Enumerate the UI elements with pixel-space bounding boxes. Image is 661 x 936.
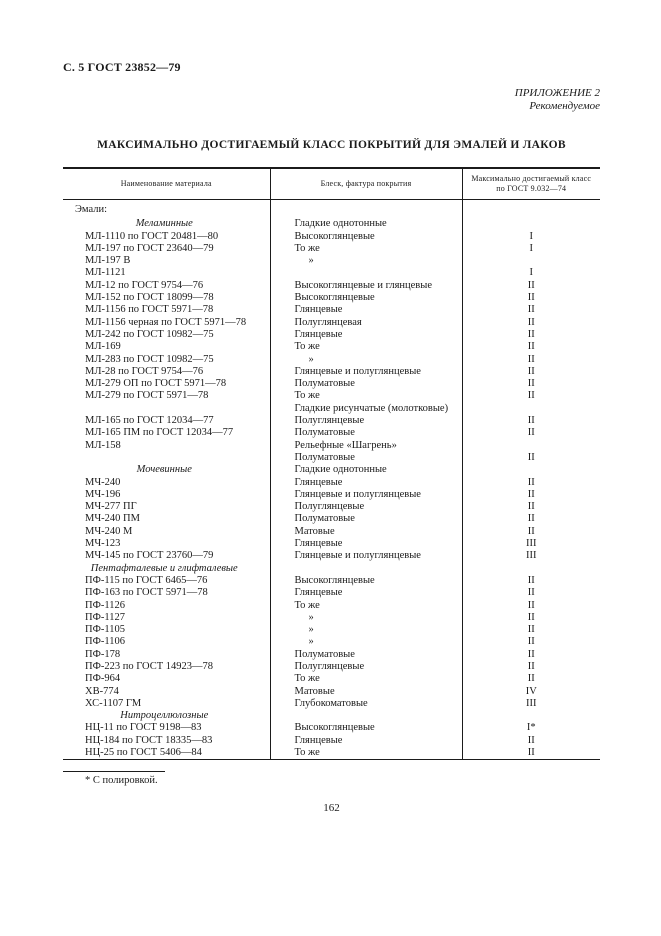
material-cell: ПФ-115 по ГОСТ 6465—76 [63,575,270,587]
class-cell: II [527,587,535,599]
finish-cell: Полуматовые [270,649,462,661]
class-cell: II [527,611,535,623]
finish-cell [270,200,462,219]
table-row [63,231,600,243]
material-cell: МЧ-123 [63,538,270,550]
class-cell: II [527,599,535,611]
table-row [63,649,600,661]
finish-cell: Глянцевые и полуглянцевые [270,489,462,501]
class-cell [462,563,600,575]
material-cell: МЛ-158 [63,440,270,452]
finish-cell: Полуглянцевые [270,661,462,673]
table-row [63,218,600,230]
material-cell: ПФ-223 по ГОСТ 14923—78 [63,661,270,673]
class-cell: II [527,574,535,586]
material-cell: МЧ-145 по ГОСТ 23760—79 [63,550,270,562]
column-header-gloss: Блеск, фактура покрытия [270,168,462,200]
table-row [63,378,600,390]
class-cell: III [526,550,537,562]
finish-cell: » [270,636,462,648]
class-cell [462,464,600,476]
material-cell: НЦ-11 по ГОСТ 9198—83 [63,722,270,734]
class-cell: II [527,734,535,746]
finish-cell: Матовые [270,686,462,698]
material-cell: МЛ-1156 черная по ГОСТ 5971—78 [63,317,270,329]
finish-cell [270,267,462,279]
table-row [63,267,600,279]
finish-cell: Полуматовые [270,452,462,464]
material-cell: ПФ-964 [63,673,270,685]
material-cell: Эмали: [63,200,270,219]
class-cell: II [527,660,535,672]
material-cell: МЛ-165 ПМ по ГОСТ 12034—77 [63,427,270,439]
table-row [63,280,600,292]
table-row [63,587,600,599]
class-cell [462,218,600,230]
material-cell: ПФ-1126 [63,600,270,612]
finish-cell: Матовые [270,526,462,538]
finish-cell: Полуглянцевая [270,317,462,329]
class-cell [462,200,600,219]
table-row [63,304,600,316]
material-cell: Пентафталевые и глифталевые [63,563,270,575]
finish-cell [270,563,462,575]
class-cell: II [527,673,535,685]
class-cell: II [527,488,535,500]
class-cell: II [527,279,535,291]
doc-ref: С. 5 ГОСТ 23852—79 [63,60,181,74]
material-cell: МЛ-1121 [63,267,270,279]
material-cell: МЧ-240 [63,477,270,489]
finish-cell: Глянцевые [270,735,462,747]
finish-cell: Глянцевые [270,538,462,550]
table-row [63,747,600,760]
material-cell: МЛ-12 по ГОСТ 9754—76 [63,280,270,292]
finish-cell: Полуматовые [270,513,462,525]
finish-cell: То же [270,600,462,612]
finish-cell: То же [270,341,462,353]
material-cell: МЧ-240 М [63,526,270,538]
material-cell: МЧ-196 [63,489,270,501]
finish-cell: Высокоглянцевые [270,722,462,734]
material-cell: Меламинные [63,218,270,230]
finish-cell: » [270,354,462,366]
class-cell: II [527,365,535,377]
table-row [63,698,600,710]
class-cell [462,255,600,267]
material-cell: МЧ-240 ПМ [63,513,270,525]
finish-cell: Высокоглянцевые [270,575,462,587]
class-cell: I [529,242,533,254]
class-cell: II [527,501,535,513]
table-row [63,735,600,747]
finish-cell: » [270,612,462,624]
class-cell [462,710,600,722]
material-cell: МЛ-1156 по ГОСТ 5971—78 [63,304,270,316]
material-cell: МЛ-152 по ГОСТ 18099—78 [63,292,270,304]
footnote-area [63,771,600,786]
table-row [63,292,600,304]
class-cell: II [527,415,535,427]
finish-cell: Гладкие однотонные [270,218,462,230]
table-row [63,243,600,255]
table-row [63,200,600,219]
class-cell: I [529,230,533,242]
class-cell: III [526,697,537,709]
material-cell: ПФ-178 [63,649,270,661]
finish-cell: То же [270,673,462,685]
finish-cell: Полуглянцевые [270,501,462,513]
material-cell: Мочевинные [63,464,270,476]
table-row [63,550,600,562]
class-cell: II [527,513,535,525]
class-cell: II [527,624,535,636]
class-cell: II [527,747,535,759]
column-header-material: Наименование материала [63,168,270,200]
finish-cell: Полуматовые [270,427,462,439]
table-row [63,722,600,734]
table-row [63,341,600,353]
class-cell: III [526,538,537,550]
coatings-table [63,167,600,760]
material-cell: НЦ-184 по ГОСТ 18335—83 [63,735,270,747]
finish-cell: Гладкие однотонные [270,464,462,476]
class-cell: II [527,390,535,402]
table-row [63,526,600,538]
class-cell [462,403,600,415]
table-body [63,200,600,760]
table-row [63,427,600,439]
class-cell [462,440,600,452]
class-cell: II [527,341,535,353]
finish-cell: Глянцевые и полуглянцевые [270,550,462,562]
class-cell: IV [525,685,537,697]
finish-cell: То же [270,390,462,402]
header-row [63,168,600,200]
finish-cell: Глянцевые и полуглянцевые [270,366,462,378]
table-row [63,710,600,722]
material-cell [63,452,270,464]
class-cell: II [527,292,535,304]
material-cell: МЧ-277 ПГ [63,501,270,513]
table-row [63,563,600,575]
finish-cell: Глянцевые [270,304,462,316]
table-row [63,538,600,550]
table-row [63,612,600,624]
page-number: 162 [323,802,340,815]
material-cell: МЛ-197 по ГОСТ 23640—79 [63,243,270,255]
finish-cell: Гладкие рисунчатые (молотковые) [270,403,462,415]
table-row [63,354,600,366]
finish-cell: Высокоглянцевые [270,292,462,304]
footnote: * С полировкой. [85,775,158,787]
column-header-class: Максимально достигаемый класс по ГОСТ 9.032—74 [462,168,600,200]
finish-cell: Глянцевые [270,477,462,489]
finish-cell: Высокоглянцевые [270,231,462,243]
annex-block [63,87,600,113]
material-cell: Нитроцеллюлозные [63,710,270,722]
material-cell: МЛ-197 В [63,255,270,267]
material-cell [63,403,270,415]
document-title: МАКСИМАЛЬНО ДОСТИГАЕМЫЙ КЛАСС ПОКРЫТИЙ ДЛЯ ЭМАЛЕЙ И ЛАКОВ [97,139,566,151]
table-header [63,168,600,200]
table-row [63,329,600,341]
table-row [63,501,600,513]
annex-label: ПРИЛОЖЕНИЕ 2 [514,87,600,99]
finish-cell [270,710,462,722]
class-cell: I [529,267,533,279]
material-cell: ПФ-1127 [63,612,270,624]
finish-cell: Рельефные «Шагрень» [270,440,462,452]
table-row [63,440,600,452]
class-cell: II [527,636,535,648]
finish-cell: Высокоглянцевые и глянцевые [270,280,462,292]
table-row [63,415,600,427]
class-cell: II [527,525,535,537]
finish-cell: Глянцевые [270,329,462,341]
finish-cell: Глянцевые [270,587,462,599]
material-cell: НЦ-25 по ГОСТ 5406—84 [63,747,270,760]
finish-cell: Полуматовые [270,378,462,390]
material-cell: ПФ-1105 [63,624,270,636]
table-row [63,600,600,612]
class-cell: II [527,427,535,439]
finish-cell: То же [270,243,462,255]
finish-cell: Глубокоматовые [270,698,462,710]
table-row [63,390,600,402]
material-cell: МЛ-1110 по ГОСТ 20481—80 [63,231,270,243]
class-cell: II [527,316,535,328]
table-row [63,575,600,587]
table-row [63,624,600,636]
table-row [63,636,600,648]
table-row [63,489,600,501]
table-row [63,452,600,464]
material-cell: ПФ-163 по ГОСТ 5971—78 [63,587,270,599]
material-cell: МЛ-279 ОП по ГОСТ 5971—78 [63,378,270,390]
finish-cell: » [270,624,462,636]
footnote-rule [63,771,165,772]
class-cell: II [527,648,535,660]
class-cell: I* [526,722,536,734]
class-cell: II [527,476,535,488]
table-row [63,464,600,476]
table-row [63,366,600,378]
table-row [63,673,600,685]
material-cell: МЛ-279 по ГОСТ 5971—78 [63,390,270,402]
table-row [63,255,600,267]
table-row [63,661,600,673]
material-cell: ХС-1107 ГМ [63,698,270,710]
class-cell: II [527,304,535,316]
finish-cell: Полуглянцевые [270,415,462,427]
material-cell: МЛ-283 по ГОСТ 10982—75 [63,354,270,366]
class-cell: II [527,328,535,340]
finish-cell: То же [270,747,462,760]
class-cell: II [527,353,535,365]
table-row [63,686,600,698]
class-cell: II [527,451,535,463]
table-row [63,477,600,489]
material-cell: МЛ-169 [63,341,270,353]
material-cell: ХВ-774 [63,686,270,698]
material-cell: МЛ-165 по ГОСТ 12034—77 [63,415,270,427]
class-cell: II [527,378,535,390]
annex-note: Рекомендуемое [529,100,600,112]
material-cell: ПФ-1106 [63,636,270,648]
material-cell: МЛ-242 по ГОСТ 10982—75 [63,329,270,341]
finish-cell: » [270,255,462,267]
material-cell: МЛ-28 по ГОСТ 9754—76 [63,366,270,378]
table-row [63,317,600,329]
table-row [63,513,600,525]
table-row [63,403,600,415]
